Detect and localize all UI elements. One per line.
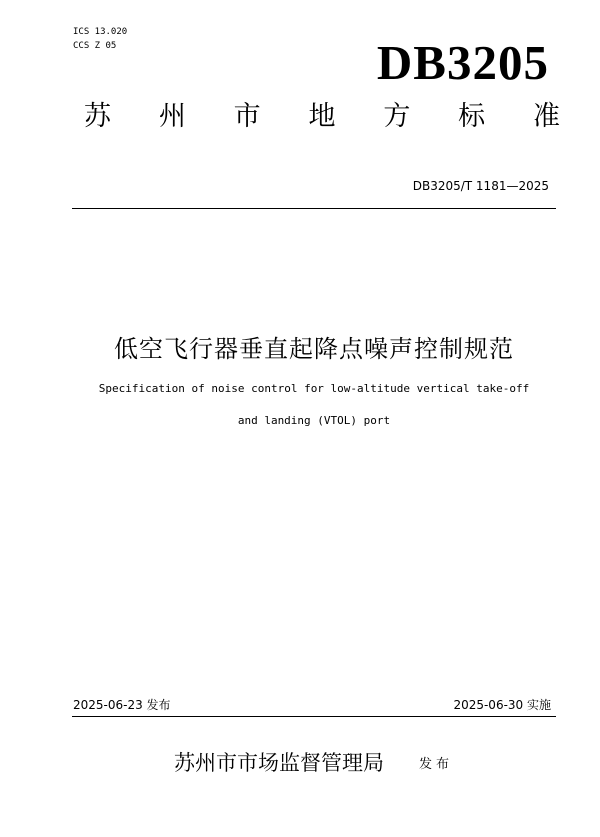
ccs-code: CCS Z 05 (73, 41, 117, 51)
issue-date: 2025-06-23 发布 (73, 698, 171, 712)
standard-type-char: 地 (308, 101, 336, 132)
standard-code-header: DB3205 (376, 35, 549, 90)
standard-type-char: 州 (158, 101, 186, 132)
standard-type-char: 市 (233, 101, 261, 132)
document-title-english-line1: Specification of noise control for low-altitude vertical take-off (98, 382, 530, 395)
implementation-date: 2025-06-30 实施 (453, 698, 551, 712)
document-title-english-line2: and landing (VTOL) port (237, 414, 391, 427)
standard-type-char: 苏 (84, 101, 111, 132)
footer-divider (72, 716, 556, 717)
ics-code: ICS 13.020 (73, 27, 128, 37)
standard-number: DB3205/T 1181—2025 (412, 179, 549, 193)
standard-type-char: 方 (383, 101, 411, 132)
issuing-authority-suffix: 发布 (419, 757, 454, 772)
standard-type-char: 准 (532, 101, 560, 132)
header-divider (72, 208, 556, 209)
standard-type-heading (84, 100, 560, 134)
document-title-chinese: 低空飞行器垂直起降点噪声控制规范 (114, 335, 514, 363)
standard-type-char: 标 (458, 101, 486, 132)
issuing-authority: 苏州市市场监督管理局 (174, 751, 384, 775)
